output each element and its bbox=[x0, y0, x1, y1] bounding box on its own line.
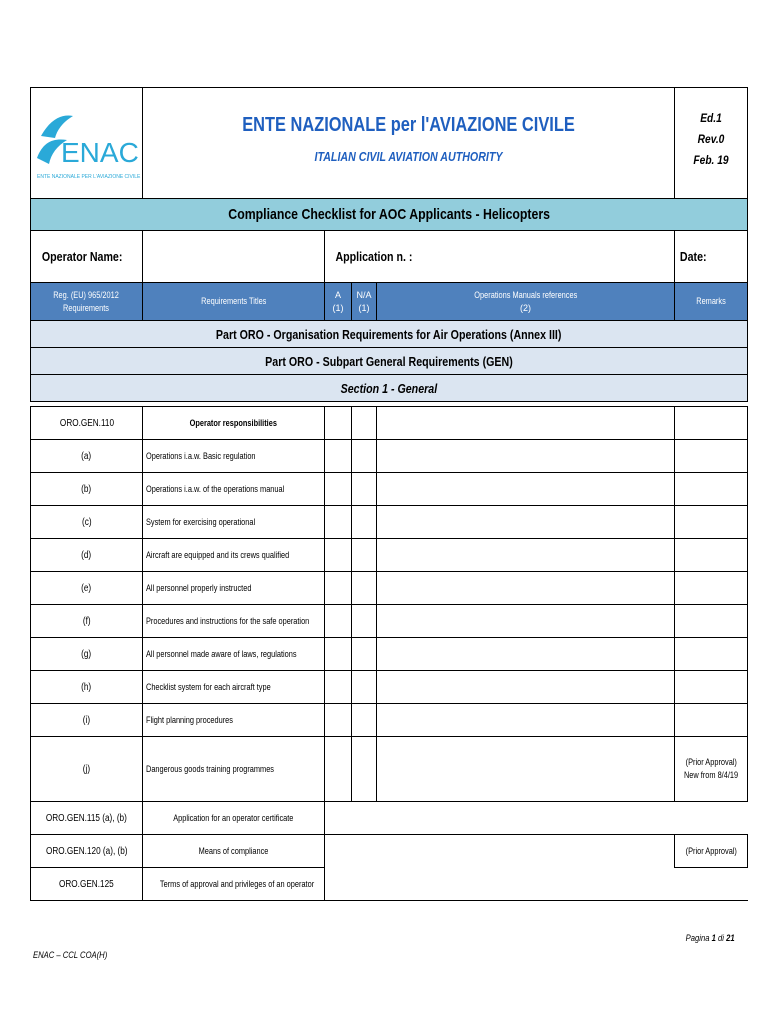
req-ref: ORO.GEN.110 bbox=[31, 407, 143, 440]
applicable-cell[interactable] bbox=[325, 440, 352, 473]
remarks-cell[interactable] bbox=[675, 506, 748, 539]
req-ref: (g) bbox=[31, 638, 143, 671]
req-title: Dangerous goods training programmes bbox=[143, 737, 325, 802]
req-ref: (f) bbox=[31, 605, 143, 638]
na-cell[interactable] bbox=[352, 704, 377, 737]
table-row bbox=[31, 737, 748, 802]
req-ref: (i) bbox=[31, 704, 143, 737]
issue-date: Feb. 19 bbox=[693, 153, 729, 167]
checklist-sheet bbox=[30, 87, 747, 901]
logo-tagline: ENTE NAZIONALE PER L'AVIAZIONE CIVILE bbox=[36, 174, 140, 180]
om-ref-cell[interactable] bbox=[377, 440, 675, 473]
col-a-header: A (1) bbox=[325, 283, 352, 321]
req-title: Operator responsibilities bbox=[143, 407, 325, 440]
req-ref: ORO.GEN.120 (a), (b) bbox=[31, 835, 143, 868]
na-cell[interactable] bbox=[352, 506, 377, 539]
na-cell[interactable] bbox=[352, 473, 377, 506]
req-title: Operations i.a.w. Basic regulation bbox=[143, 440, 325, 473]
req-ref: (d) bbox=[31, 539, 143, 572]
om-ref-cell[interactable] bbox=[377, 704, 675, 737]
applicable-cell[interactable] bbox=[325, 473, 352, 506]
applicable-cell[interactable] bbox=[325, 506, 352, 539]
na-cell[interactable] bbox=[352, 407, 377, 440]
req-ref: (c) bbox=[31, 506, 143, 539]
org-header bbox=[143, 88, 675, 199]
col-om-header: Operations Manuals references (2) bbox=[377, 283, 675, 321]
table-row bbox=[31, 605, 748, 638]
applicable-cell[interactable] bbox=[325, 737, 352, 802]
applicable-cell[interactable] bbox=[325, 671, 352, 704]
na-cell[interactable] bbox=[352, 638, 377, 671]
req-title: Flight planning procedures bbox=[143, 704, 325, 737]
remarks-cell[interactable] bbox=[675, 539, 748, 572]
table-row bbox=[31, 407, 748, 440]
applicable-cell[interactable] bbox=[325, 704, 352, 737]
org-subtitle: ITALIAN CIVIL AVIATION AUTHORITY bbox=[314, 149, 503, 164]
remarks-cell[interactable]: (Prior Approval) New from 8/4/19 bbox=[675, 737, 748, 802]
req-title: All personnel made aware of laws, regulations bbox=[143, 638, 325, 671]
col-na-header: N/A (1) bbox=[352, 283, 377, 321]
req-ref: ORO.GEN.125 bbox=[31, 868, 143, 901]
na-cell[interactable] bbox=[352, 440, 377, 473]
table-row bbox=[31, 638, 748, 671]
remarks-cell[interactable] bbox=[675, 572, 748, 605]
applicable-cell[interactable] bbox=[325, 572, 352, 605]
req-title: Checklist system for each aircraft type bbox=[143, 671, 325, 704]
om-ref-cell[interactable] bbox=[377, 572, 675, 605]
col-reg-header: Reg. (EU) 965/2012 Requirements bbox=[31, 283, 143, 321]
table-row bbox=[31, 440, 748, 473]
table-row bbox=[31, 704, 748, 737]
revision: Rev.0 bbox=[697, 132, 725, 146]
org-title: ENTE NAZIONALE per l'AVIAZIONE CIVILE bbox=[242, 114, 575, 136]
om-ref-cell[interactable] bbox=[377, 506, 675, 539]
na-cell[interactable] bbox=[352, 671, 377, 704]
document-reference: ENAC – CCL COA(H) bbox=[33, 950, 108, 960]
remarks-cell[interactable] bbox=[675, 407, 748, 440]
om-ref-cell[interactable] bbox=[377, 737, 675, 802]
na-cell[interactable] bbox=[352, 572, 377, 605]
req-ref: (e) bbox=[31, 572, 143, 605]
om-ref-cell[interactable] bbox=[377, 638, 675, 671]
empty-cells bbox=[325, 868, 748, 901]
section-title: Section 1 - General bbox=[31, 375, 748, 402]
na-cell[interactable] bbox=[352, 605, 377, 638]
col-remarks-header: Remarks bbox=[675, 283, 748, 321]
col-titles-header: Requirements Titles bbox=[143, 283, 325, 321]
req-title: All personnel properly instructed bbox=[143, 572, 325, 605]
remarks-cell[interactable] bbox=[675, 671, 748, 704]
remarks-cell[interactable] bbox=[675, 440, 748, 473]
remarks-cell[interactable] bbox=[675, 473, 748, 506]
table-row bbox=[31, 539, 748, 572]
table-row bbox=[31, 868, 748, 901]
application-field[interactable]: Application n. : bbox=[325, 231, 675, 283]
table-row bbox=[31, 671, 748, 704]
checklist-title: Compliance Checklist for AOC Applicants - Helicopters bbox=[31, 199, 748, 231]
remarks-cell[interactable] bbox=[675, 605, 748, 638]
req-title: Terms of approval and privileges of an operator bbox=[143, 868, 325, 901]
om-ref-cell[interactable] bbox=[377, 605, 675, 638]
req-title: Aircraft are equipped and its crews qualified bbox=[143, 539, 325, 572]
logo-text: ENAC bbox=[60, 137, 139, 168]
req-title: Application for an operator certificate bbox=[143, 802, 325, 835]
checklist-table bbox=[30, 87, 748, 901]
table-row bbox=[31, 473, 748, 506]
req-ref: (j) bbox=[31, 737, 143, 802]
table-row bbox=[31, 802, 748, 835]
logo-cell bbox=[31, 88, 143, 199]
applicable-cell[interactable] bbox=[325, 638, 352, 671]
version-cell bbox=[675, 88, 748, 199]
operator-name-field[interactable] bbox=[143, 231, 325, 283]
req-title: Means of compliance bbox=[143, 835, 325, 868]
operator-name-label: Operator Name: bbox=[31, 231, 143, 283]
req-ref: ORO.GEN.115 (a), (b) bbox=[31, 802, 143, 835]
applicable-cell[interactable] bbox=[325, 407, 352, 440]
om-ref-cell[interactable] bbox=[377, 671, 675, 704]
subpart-title: Part ORO - Subpart General Requirements (GEN) bbox=[31, 348, 748, 375]
om-ref-cell[interactable] bbox=[377, 539, 675, 572]
table-row bbox=[31, 572, 748, 605]
empty-cells bbox=[325, 802, 748, 835]
applicable-cell[interactable] bbox=[325, 539, 352, 572]
remarks-cell[interactable] bbox=[675, 638, 748, 671]
date-field[interactable]: Date: bbox=[675, 231, 748, 283]
edition: Ed.1 bbox=[700, 111, 722, 125]
req-title: System for exercising operational bbox=[143, 506, 325, 539]
applicable-cell[interactable] bbox=[325, 605, 352, 638]
om-ref-cell[interactable] bbox=[377, 473, 675, 506]
remarks-cell[interactable]: (Prior Approval) bbox=[675, 835, 748, 868]
req-ref: (a) bbox=[31, 440, 143, 473]
table-row bbox=[31, 506, 748, 539]
req-title: Procedures and instructions for the safe operation bbox=[143, 605, 325, 638]
na-cell[interactable] bbox=[352, 737, 377, 802]
req-ref: (h) bbox=[31, 671, 143, 704]
empty-cells bbox=[325, 835, 675, 868]
page-number: Pagina 1 di 21 bbox=[686, 933, 735, 943]
part-title: Part ORO - Organisation Requirements for Air Operations (Annex III) bbox=[31, 321, 748, 348]
remarks-cell[interactable] bbox=[675, 704, 748, 737]
om-ref-cell[interactable] bbox=[377, 407, 675, 440]
req-title: Operations i.a.w. of the operations manual bbox=[143, 473, 325, 506]
enac-logo bbox=[33, 98, 141, 188]
table-row bbox=[31, 835, 748, 868]
na-cell[interactable] bbox=[352, 539, 377, 572]
req-ref: (b) bbox=[31, 473, 143, 506]
